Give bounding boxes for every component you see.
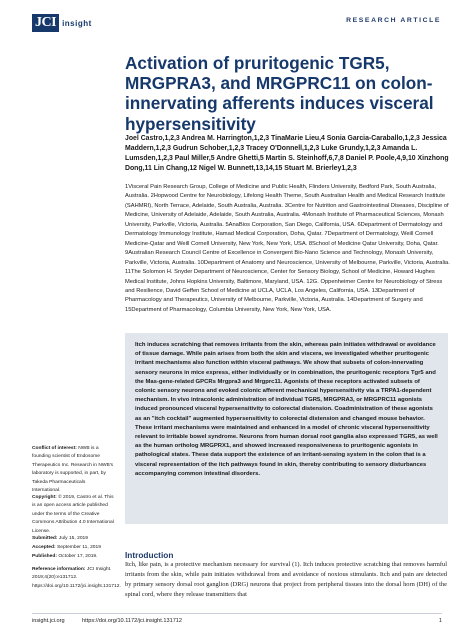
copyright-note bbox=[32, 494, 114, 536]
logo-text: insight bbox=[62, 18, 92, 28]
accepted-label: Accepted: bbox=[32, 545, 56, 550]
conflict-of-interest bbox=[32, 445, 114, 495]
footer-divider bbox=[32, 613, 442, 614]
abstract-text: Itch induces scratching that removes irritants from the skin, whereas pain initiates withdrawal or avoidance of tissue damage. While pain arises from both the skin and viscera, we investigated whether pruritogenic irritant mechanisms also function within visceral pathways. We show that subsets of colon-innervating sensory neurons in mice express, either individually or in combination, the pruritogenic receptors Tgr5 and the Mas-gene-related GPCRs Mrgpra3 and Mrgprc11. Agonists of these receptors activated subsets of colonic sensory neurons and evoked colonic afferent mechanical hypersensitivity via a TRPA1-dependent mechanism. In vivo intracolonic administration of individual TGR5, MRGPRA3, or MRGPRC11 agonists induced pronounced visceral hypersensitivity to colorectal distension. Coadministration of these agonists as an "itch cocktail" augmented hypersensitivity to colorectal distension and changed mouse behavior. These irritant mechanisms were maintained and enhanced in a model of chronic visceral hypersensitivity relevant to irritable bowel syndrome. Neurons from human dorsal root ganglia also expressed TGR5, as well as the human ortholog MRGPRX1, and showed increased responsiveness to pruritogenic agonists in pathological states. These data support the existence of an irritant-sensing system in the colon that is a visceral representation of the itch pathways found in skin, thereby contributing to sensory disturbances accompanying common intestinal disorders. bbox=[135, 342, 438, 477]
accepted-value: September 11, 2019 bbox=[57, 545, 101, 550]
reference-information bbox=[32, 566, 121, 591]
footer-doi-link[interactable]: https://doi.org/10.1172/jci.insight.131712 bbox=[82, 618, 183, 624]
reference-label: Reference information: bbox=[32, 567, 86, 572]
published-label: Published: bbox=[32, 554, 57, 559]
reference-text: JCI Insight. 2019;4(20):e131712. https://doi.org/10.1172/jci.insight.131712. bbox=[32, 567, 121, 589]
affiliations: 1Visceral Pain Research Group, College of Medicine and Public Health, Flinders University, Bedford Park, South Australia, Australia. 2Hopwood Centre for Neurobiology, Lifelong Health Theme, South Australian Health and Medical Research Institute (SAHMRI), North Terrace, Adelaide, South Australia, Australia. 3Centre for Nutrition and Gastrointestinal Diseases, Discipline of Medicine, University of Adelaide, Adelaide, South Australia, Australia. 4Monash Institute of Pharmaceutical Sciences, Monash University, Parkville, Victoria, Australia. 5AnaBios Corporation, San Diego, California, USA. 6Department of Dermatology and Dermatology Immunology Institute, Hamad Medical Corporation, Doha, Qatar. 7Department of Dermatology, Weill Cornell Medicine-Qatar and Weill Cornell University, New York, New York, USA. 8School of Medicine Qatar University, Doha, Qatar. 9Australian Research Council Centre of Excellence in Convergent Bio-Nano Science and Technology, Monash University, Parkville, Victoria, Australia. 10Department of Anatomy and Neuroscience, University of Melbourne, Parkville, Victoria, Australia. 11The Solomon H. Snyder Department of Neuroscience, Center for Sensory Biology, School of Medicine, Howard Hughes Medical Institute, Johns Hopkins University, Baltimore, Maryland, USA. 12G. Oppenheimer Centre for Neurobiology of Stress and Resilience, David Geffen School of Medicine at UCLA, UCLA, Los Angeles, California, USA. 13Department of Pharmacology and Therapeutics, University of Melbourne, Parkville, Victoria, Australia. 14Department of Surgery and 15Department of Pharmacology, Columbia University, New York, New York, USA. bbox=[125, 184, 450, 313]
footer-site-link[interactable]: insight.jci.org bbox=[32, 618, 65, 624]
journal-logo bbox=[32, 13, 92, 33]
accepted-date bbox=[32, 544, 114, 552]
submitted-date bbox=[32, 535, 114, 543]
conflict-text: NWB is a founding scientist of Endosome Therapeutics Inc. Research in NWB's laboratory is supported, in part, by Takeda Pharmaceuticals International. bbox=[32, 446, 114, 494]
article-title: Activation of pruritogenic TGR5, MRGPRA3, and MRGPRC11 on colon-innervating afferents induces visceral hypersensitivity bbox=[125, 53, 434, 134]
author-list: Joel Castro,1,2,3 Andrea M. Harrington,1,2,3 TinaMarie Lieu,4 Sonia Garcia-Caraballo,1,2,3 Jessica Maddern,1,2,3 Gudrun Schober,1,2,3 Tracey O'Donnell,1,2,3 Luke Grundy,1,2,3 Amanda L. Lumsden,1,2,3 Paul Miller,5 Andre Ghetti,5 Martin S. Steinhoff,6,7,8 Daniel P. Poole,4,9,10 Xinzhong Dong,11 Lin Chang,12 Nigel W. Bunnett,13,14,15 Stuart M. Brierley1,2,3 bbox=[125, 135, 449, 173]
submitted-label: Submitted: bbox=[32, 536, 58, 541]
copyright-label: Copyright: bbox=[32, 495, 57, 500]
submitted-value: July 15, 2019 bbox=[58, 536, 88, 541]
page-number: 1 bbox=[438, 618, 442, 624]
published-value: October 17, 2019. bbox=[58, 554, 98, 559]
introduction-text: Itch, like pain, is a protective mechanism necessary for survival (1). Itch induces protective scratching that removes harmful irritants from the skin, while pain initiates withdrawal from and avoidance of noxious stimulants. Itch and pain are detected by primary sensory dorsal root ganglion (DRG) neurons that project from peripheral tissues into the dorsal horn (DH) of the spinal cord, where they release transmitters that bbox=[125, 561, 447, 598]
published-date bbox=[32, 553, 114, 561]
conflict-label: Conflict of interest: bbox=[32, 446, 77, 451]
abstract-box bbox=[125, 333, 448, 524]
copyright-text: © 2019, Castro et al. This is an open access article published under the terms of the Creative Commons Attribution 4.0 International License. bbox=[32, 495, 114, 534]
article-type-label: RESEARCH ARTICLE bbox=[346, 17, 441, 24]
introduction-heading: Introduction bbox=[125, 550, 174, 560]
logo-mark: JCI bbox=[32, 14, 59, 32]
